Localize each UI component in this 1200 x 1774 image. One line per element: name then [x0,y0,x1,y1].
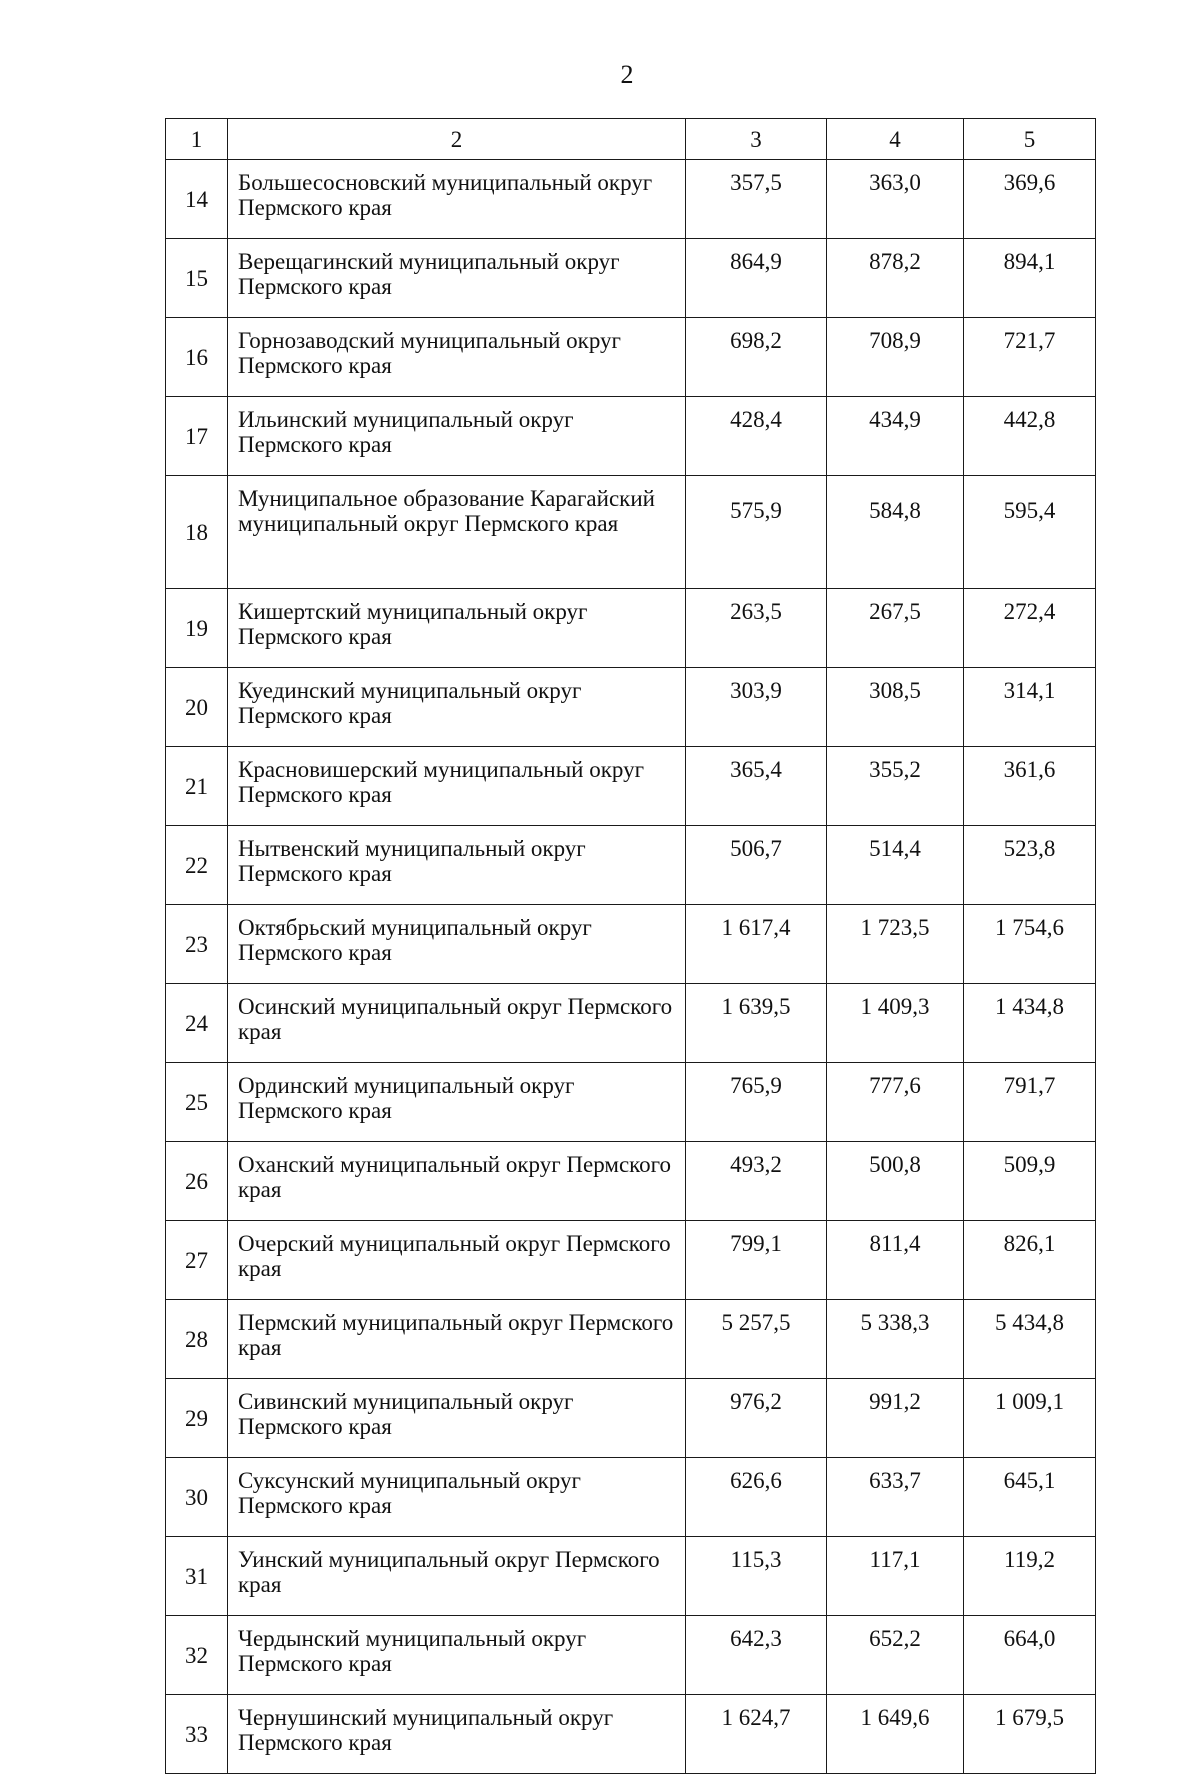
value-col5-cell: 119,2 [964,1537,1096,1616]
district-name-cell: Уинский муниципальный округ Пермского края [228,1537,686,1616]
row-number-cell: 26 [166,1142,228,1221]
value-col5-cell: 442,8 [964,397,1096,476]
district-name-cell: Пермский муниципальный округ Пермского края [228,1300,686,1379]
value-col3-cell: 493,2 [686,1142,827,1221]
value-col5-cell: 664,0 [964,1616,1096,1695]
row-number-cell: 21 [166,747,228,826]
value-col3-cell: 506,7 [686,826,827,905]
table-row [166,984,1096,1063]
row-number-cell: 15 [166,239,228,318]
table-row [166,239,1096,318]
district-name-cell: Чердынский муниципальный округ Пермского края [228,1616,686,1695]
district-name-cell: Чернушинский муниципальный округ Пермского края [228,1695,686,1774]
table-row [166,318,1096,397]
table-row [166,1616,1096,1695]
row-number-cell: 27 [166,1221,228,1300]
value-col4-cell: 878,2 [827,239,964,318]
table-row [166,747,1096,826]
value-col5-cell: 509,9 [964,1142,1096,1221]
value-col5-cell: 5 434,8 [964,1300,1096,1379]
row-number-cell: 29 [166,1379,228,1458]
table-row [166,905,1096,984]
value-col5-cell: 826,1 [964,1221,1096,1300]
value-col5-cell: 721,7 [964,318,1096,397]
row-number-cell: 25 [166,1063,228,1142]
district-name-cell: Кишертский муниципальный округ Пермского края [228,589,686,668]
value-col3-cell: 976,2 [686,1379,827,1458]
district-name-cell: Суксунский муниципальный округ Пермского края [228,1458,686,1537]
value-col4-cell: 514,4 [827,826,964,905]
table-header-row [166,119,1096,160]
value-col4-cell: 708,9 [827,318,964,397]
district-name-cell: Муниципальное образование Карагайский муниципальный округ Пермского края [228,476,686,589]
value-col3-cell: 357,5 [686,160,827,239]
district-name-cell: Очерский муниципальный округ Пермского края [228,1221,686,1300]
value-col5-cell: 369,6 [964,160,1096,239]
row-number-cell: 30 [166,1458,228,1537]
table-row [166,397,1096,476]
value-col4-cell: 811,4 [827,1221,964,1300]
value-col4-cell: 1 649,6 [827,1695,964,1774]
row-number-cell: 16 [166,318,228,397]
value-col4-cell: 584,8 [827,476,964,589]
value-col5-cell: 314,1 [964,668,1096,747]
district-name-cell: Горнозаводский муниципальный округ Пермского края [228,318,686,397]
value-col5-cell: 791,7 [964,1063,1096,1142]
table-row [166,1221,1096,1300]
value-col3-cell: 626,6 [686,1458,827,1537]
row-number-cell: 28 [166,1300,228,1379]
page-number: 2 [620,60,634,89]
value-col4-cell: 1 409,3 [827,984,964,1063]
district-name-cell: Оханский муниципальный округ Пермского края [228,1142,686,1221]
value-col5-cell: 1 679,5 [964,1695,1096,1774]
table-row [166,476,1096,589]
value-col5-cell: 894,1 [964,239,1096,318]
district-name-cell: Куединский муниципальный округ Пермского края [228,668,686,747]
value-col5-cell: 1 754,6 [964,905,1096,984]
value-col3-cell: 303,9 [686,668,827,747]
table-row [166,1458,1096,1537]
table-row [166,668,1096,747]
table-row [166,1142,1096,1221]
value-col5-cell: 523,8 [964,826,1096,905]
row-number-cell: 19 [166,589,228,668]
row-number-cell: 20 [166,668,228,747]
value-col4-cell: 777,6 [827,1063,964,1142]
district-name-cell: Ильинский муниципальный округ Пермского края [228,397,686,476]
data-table [165,118,1096,1774]
value-col3-cell: 263,5 [686,589,827,668]
row-number-cell: 18 [166,476,228,589]
value-col4-cell: 652,2 [827,1616,964,1695]
value-col3-cell: 642,3 [686,1616,827,1695]
value-col4-cell: 1 723,5 [827,905,964,984]
district-name-cell: Сивинский муниципальный округ Пермского края [228,1379,686,1458]
district-name-cell: Нытвенский муниципальный округ Пермского края [228,826,686,905]
value-col3-cell: 1 617,4 [686,905,827,984]
value-col5-cell: 645,1 [964,1458,1096,1537]
row-number-cell: 22 [166,826,228,905]
value-col5-cell: 595,4 [964,476,1096,589]
value-col3-cell: 765,9 [686,1063,827,1142]
value-col4-cell: 991,2 [827,1379,964,1458]
district-name-cell: Ординский муниципальный округ Пермского края [228,1063,686,1142]
value-col3-cell: 698,2 [686,318,827,397]
district-name-cell: Большесосновский муниципальный округ Пермского края [228,160,686,239]
value-col4-cell: 633,7 [827,1458,964,1537]
value-col3-cell: 1 639,5 [686,984,827,1063]
table-row [166,1537,1096,1616]
value-col3-cell: 799,1 [686,1221,827,1300]
value-col3-cell: 5 257,5 [686,1300,827,1379]
district-name-cell: Красновишерский муниципальный округ Пермского края [228,747,686,826]
district-name-cell: Верещагинский муниципальный округ Пермского края [228,239,686,318]
table-row [166,1695,1096,1774]
value-col3-cell: 365,4 [686,747,827,826]
row-number-cell: 17 [166,397,228,476]
column-header: 1 [166,119,228,160]
row-number-cell: 33 [166,1695,228,1774]
value-col4-cell: 267,5 [827,589,964,668]
column-header: 4 [827,119,964,160]
column-header: 5 [964,119,1096,160]
row-number-cell: 31 [166,1537,228,1616]
value-col4-cell: 363,0 [827,160,964,239]
table-row [166,1300,1096,1379]
table-row [166,589,1096,668]
row-number-cell: 23 [166,905,228,984]
value-col4-cell: 117,1 [827,1537,964,1616]
value-col3-cell: 575,9 [686,476,827,589]
row-number-cell: 32 [166,1616,228,1695]
value-col4-cell: 355,2 [827,747,964,826]
table-row [166,160,1096,239]
district-name-cell: Октябрьский муниципальный округ Пермского края [228,905,686,984]
value-col5-cell: 361,6 [964,747,1096,826]
table-row [166,826,1096,905]
value-col3-cell: 864,9 [686,239,827,318]
value-col4-cell: 434,9 [827,397,964,476]
value-col5-cell: 272,4 [964,589,1096,668]
column-header: 3 [686,119,827,160]
row-number-cell: 24 [166,984,228,1063]
value-col4-cell: 5 338,3 [827,1300,964,1379]
value-col5-cell: 1 434,8 [964,984,1096,1063]
table-row [166,1063,1096,1142]
value-col5-cell: 1 009,1 [964,1379,1096,1458]
value-col3-cell: 428,4 [686,397,827,476]
value-col3-cell: 1 624,7 [686,1695,827,1774]
row-number-cell: 14 [166,160,228,239]
district-name-cell: Осинский муниципальный округ Пермского края [228,984,686,1063]
value-col4-cell: 308,5 [827,668,964,747]
column-header: 2 [228,119,686,160]
value-col4-cell: 500,8 [827,1142,964,1221]
table-row [166,1379,1096,1458]
value-col3-cell: 115,3 [686,1537,827,1616]
